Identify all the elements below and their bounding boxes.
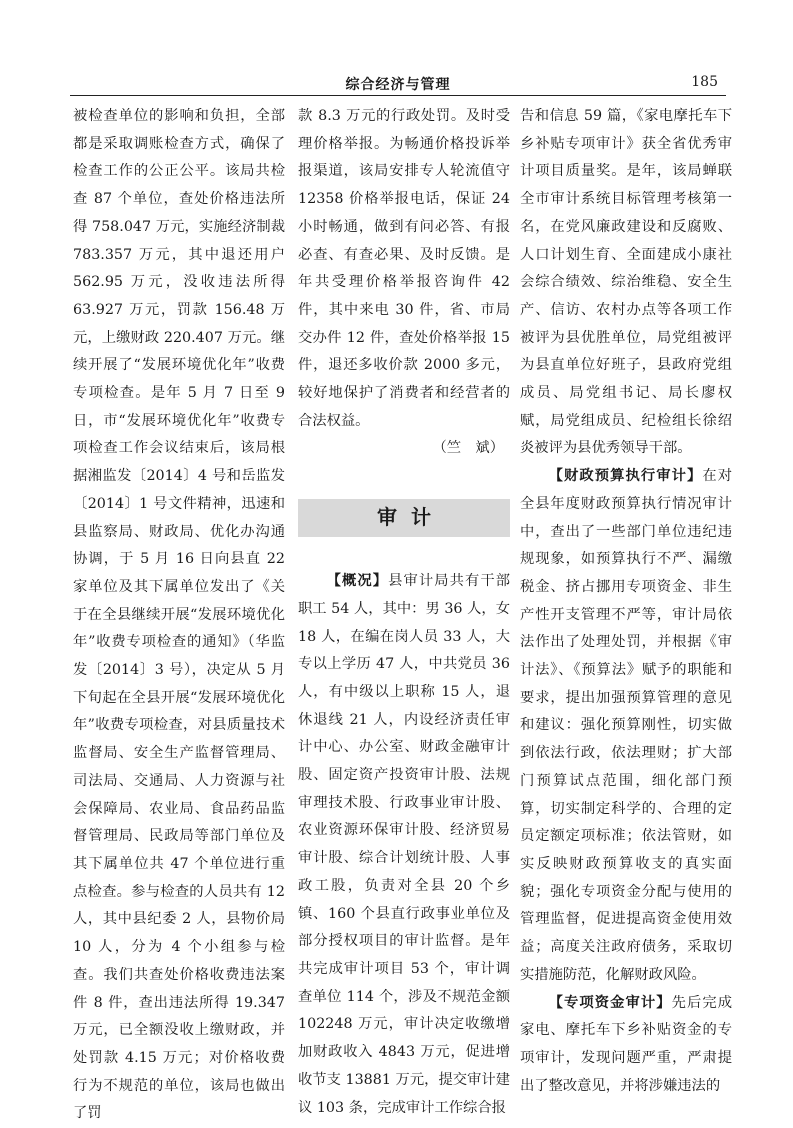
paragraph-special-fund-audit xyxy=(520,990,732,1101)
section-heading-box xyxy=(298,499,510,537)
special-fund-tag: 【专项资金审计】 xyxy=(548,994,672,1011)
paragraph-price-inspection: 被检查单位的影响和负担，全部都是采取调账检查方式，确保了检查工作的公正公平。该局共检查 87 个单位，查处价格违法所得 758.047 万元，实施经济制裁 783.357 万元，其中退还用户 562.95 万元，没收违法所得 63.927 万元，罚款 156.48 万元，上缴财政 220.407 万元。继续开展了“发展环境优化年”收费专项检查。是年 5 月 7 日至 9 日，市“发展环境优化年”收费专项检查工作会议结束后，该局根据湘监发〔2014〕4 号和岳监发〔2014〕1 号文件精神，迅速和县监察局、财政局、优化办沟通协调，于 5 月 16 日向县直 22 家单位及其下属单位发出了《关于在全县继续开展“发展环境优化年”收费专项检查的通知》（华监发〔2014〕3 号），决定从 5 月下旬起在全县开展“发展环境优化年”收费专项检查，对县质量技术监督局、安全生产监督管理局、司法局、交通局、人力资源与社会保障局、农业局、食品药品监督管理局、民政局等部门单位及其下属单位共 47 个单位进行重点检查。参与检查的人员共有 12 人，其中县纪委 2 人，县物价局 10 人，分为 4 个小组参与检查。我们共查处价格收费违法案件 8 件，查出违法所得 19.347 万元，已全额没收上缴财政，并处罚款 4.15 万元；对价格收费行为不规范的单位，该局也做出了罚 xyxy=(73,108,285,1122)
paragraph-price-report: 款 8.3 万元的行政处罚。及时受理价格举报。为畅通价格投诉举报渠道，该局安排专人轮流值守 12358 价格举报电话，保证 24 小时畅通，做到有问必答、有报必查、有查必果、及时反馈。是年共受理价格举报咨询件 42 件，其中来电 30 件，省、市局交办件 12 件，查处价格举报 15 件，退还多收价款 2000 多元，较好地保护了消费者和经营者的合法权益。 xyxy=(298,108,510,429)
overview-text: 县审计局共有干部职工 54 人，其中：男 36 人，女 18 人，在编在岗人员 33 人，大专以上学历 47 人，中共党员 36 人，有中级以上职称 15 人，退休退线 21 人，内设经济责任审计中心、办公室、财政金融审计股、固定资产投资审计股、法规审理技术股、行政事业审计股、农业资源环保审计股、经济贸易审计股、综合计划统计股、人事政工股，负责对全县 20 个乡镇、160 个县直行政事业单位及部分授权项目的审计监督。是年共完成审计项目 53 个，审计调查单位 114 个，涉及不规范金额 102248 万元，审计决定收缴增加财政收入 4843 万元，促进增收节支 13881 万元，提交审计建议 103 条，完成审计工作综合报 xyxy=(298,573,511,1116)
running-header xyxy=(70,70,726,96)
author-byline: （竺 斌） xyxy=(432,440,504,457)
header-divider xyxy=(70,95,726,96)
section-running-title: 综合经济与管理 xyxy=(345,77,451,93)
text-column-3 xyxy=(520,103,732,1100)
text-column-1 xyxy=(73,103,285,1128)
paragraph-overview-continued: 告和信息 59 篇，《家电摩托车下乡补贴专项审计》获全省优秀审计项目质量奖。是年，该局蝉联全市审计系统目标管理考核第一名，在党风廉政建设和反腐败、人口计划生育、全面建成小康社会综合绩效、综治维稳、安全生产、信访、农村办点等各项工作被评为县优胜单位，局党组被评为县直单位好班子，县政府党组成员、局党组书记、局长廖权赋，局党组成员、纪检组长徐绍炎被评为县优秀领导干部。 xyxy=(520,108,732,457)
section-heading: 审计 xyxy=(377,505,445,530)
budget-audit-tag: 【财政预算执行审计】 xyxy=(548,468,703,485)
text-column-2 xyxy=(298,103,510,1122)
paragraph-overview xyxy=(298,568,510,1122)
budget-audit-text: 在对全县年度财政预算执行情况审计中，查出了一些部门单位违纪违规现象，如预算执行不严、漏缴税金、挤占挪用专项资金、非生产性开支管理不严等，审计局依法作出了处理处罚，并根据《审计法》、《预算法》赋予的职能和要求，提出加强预算管理的意见和建议：强化预算刚性，切实做到依法行政，依法理财；扩大部门预算试点范围，细化部门预算，切实制定科学的、合理的定员定额定项标准；依法管财，如实反映财政预算收支的真实面貌；强化专项资金分配与使用的管理监督，促进提高资金使用效益；高度关注政府债务，采取切实措施防范，化解财政风险。 xyxy=(520,468,733,983)
page-number: 185 xyxy=(691,74,718,90)
overview-tag: 【概况】 xyxy=(326,573,389,590)
special-fund-text: 先后完成家电、摩托车下乡补贴资金的专项审计，发现问题严重，严肃提出了整改意见，并将涉嫌违法的 xyxy=(520,994,733,1094)
paragraph-budget-audit xyxy=(520,463,732,989)
